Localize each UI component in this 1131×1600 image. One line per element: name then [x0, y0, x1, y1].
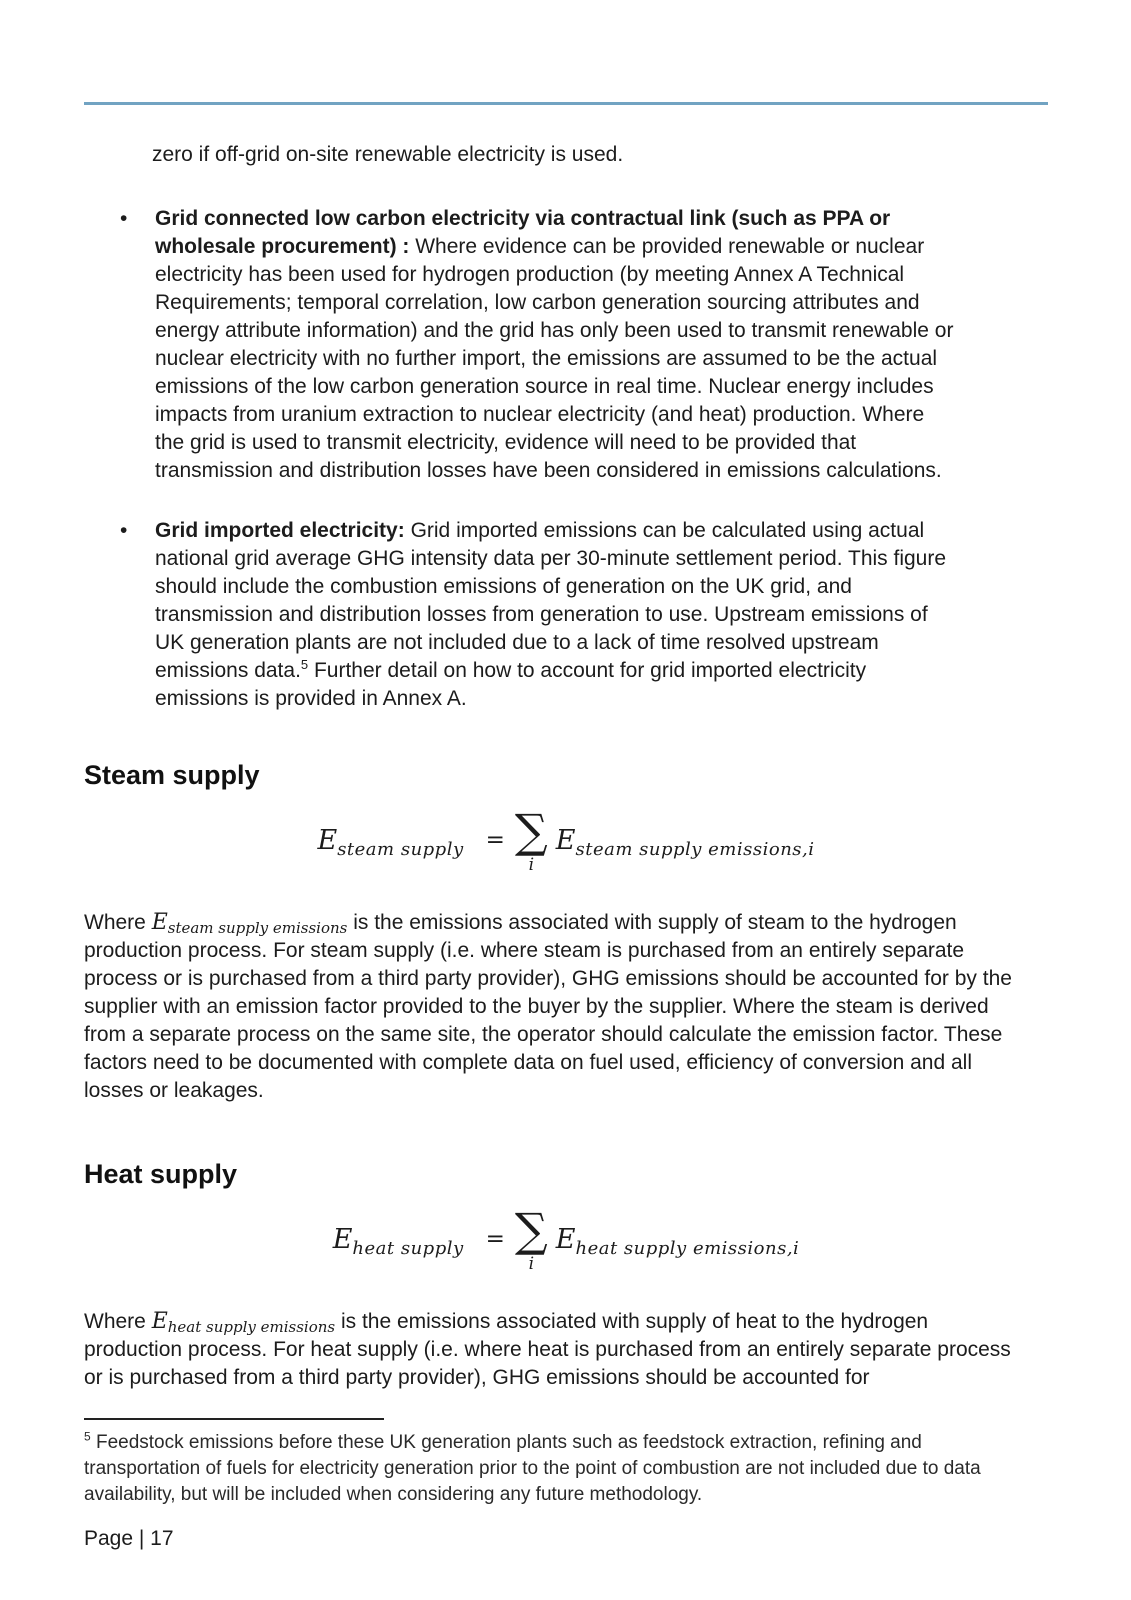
formula-rhs-base: $E_{heat supply emissions,i}$: [555, 1223, 800, 1259]
steam-supply-paragraph: [84, 909, 1048, 1105]
bullet-list: [84, 205, 1048, 713]
summation-icon: ∑: [514, 804, 548, 858]
formula-rhs-subscript: heat supply emissions,i: [575, 1237, 800, 1259]
bullet-body-text: Grid imported emissions can be calculated using actual national grid average GHG intensity data per 30-minute settlement period. This figure should include the combustion emissions of generation on the UK grid, and transmission and distribution losses from generation to use. Upstream emissions of UK generation plants are not included due to a lack of time resolved upstream emissions data.: [155, 519, 947, 682]
equals-sign: =: [485, 827, 505, 853]
formula-rhs-subscript: steam supply emissions,i: [575, 838, 815, 860]
formula-lhs-subscript: steam supply: [337, 838, 464, 860]
paragraph-text: Where: [84, 911, 152, 934]
inline-math-subscript: heat supply emissions: [167, 1318, 336, 1336]
summation-block: [514, 1203, 548, 1274]
formula-lhs-base: $E_{steam supply}$: [317, 824, 464, 860]
summation-index: i: [528, 855, 535, 875]
summation-block: [514, 804, 548, 875]
formula-heat-supply: [84, 1196, 1048, 1282]
section-heading-steam-supply: Steam supply: [84, 760, 260, 790]
equals-sign: =: [485, 1226, 505, 1252]
page-number: Page | 17: [84, 1527, 174, 1550]
paragraph-text: Where: [84, 1310, 152, 1333]
intro-paragraph: zero if off-grid on-site renewable electricity is used.: [152, 143, 624, 166]
footnote-marker: 5: [84, 1429, 91, 1444]
formula-steam-supply: [84, 797, 1048, 883]
bullet-lead-bold: Grid imported electricity:: [155, 519, 405, 542]
inline-math-heat: $E_{heat supply emissions}$: [151, 1309, 336, 1336]
formula-lhs-subscript: heat supply: [352, 1237, 464, 1259]
footnote-reference: 5: [300, 657, 309, 672]
formula-rhs-base: $E_{steam supply emissions,i}$: [555, 824, 815, 860]
inline-math-subscript: steam supply emissions: [167, 919, 348, 937]
bullet-body-text-after-ref: Further detail on how to account for grid imported electricity emissions is provided in Annex A.: [155, 659, 867, 710]
heat-supply-paragraph: [84, 1308, 1048, 1392]
footnote-text: Feedstock emissions before these UK generation plants such as feedstock extraction, refining and transportation of fuels for electricity generation prior to the point of combustion are not included due to data availability, but will be included when considering any future methodology.: [84, 1432, 981, 1505]
bullet-lead-bold: Grid connected low carbon electricity via contractual link (such as PPA or wholesale procurement) :: [155, 207, 891, 258]
header-rule: [84, 102, 1048, 105]
summation-index: i: [528, 1254, 535, 1274]
summation-icon: ∑: [514, 1203, 548, 1257]
inline-math-steam: $E_{steam supply emissions}$: [151, 910, 348, 937]
bullet-item-grid-imported: [84, 517, 1048, 713]
bullet-icon: •: [120, 519, 128, 542]
footnote: [84, 1430, 1048, 1508]
paragraph-text: is the emissions associated with supply of steam to the hydrogen production process. For steam supply (i.e. where steam is purchased from an entirely separate process or is purchased from a third party provider), GHG emissions should be accounted for by the supplier with an emission factor provided to the buyer by the supplier. Where the steam is derived from a separate process on the same site, the operator should calculate the emission factor. These factors need to be documented with complete data on fuel used, efficiency of conversion and all losses or leakages.: [84, 911, 1012, 1102]
formula-lhs-base: $E_{heat supply}$: [332, 1223, 464, 1259]
bullet-body-text: Where evidence can be provided renewable or nuclear electricity has been used for hydrogen production (by meeting Annex A Technical Requirements; temporal correlation, low carbon generation sourcing attributes and energy attribute information) and the grid has only been used to transmit renewable or nuclear electricity with no further import, the emissions are assumed to be the actual emissions of the low carbon generation source in real time. Nuclear energy includes impacts from uranium extraction to nuclear electricity (and heat) production. Where the grid is used to transmit electricity, evidence will need to be provided that transmission and distribution losses have been considered in emissions calculations.: [155, 235, 954, 482]
page-content: [84, 0, 1048, 1551]
footnote-separator: [84, 1418, 384, 1420]
bullet-icon: •: [120, 207, 128, 230]
paragraph-text: is the emissions associated with supply of heat to the hydrogen production process. For heat supply (i.e. where heat is purchased from an entirely separate process or is purchased from a third party provider), GHG emissions should be accounted for: [84, 1310, 1011, 1389]
bullet-item-grid-connected: [84, 205, 1048, 485]
section-heading-heat-supply: Heat supply: [84, 1159, 238, 1189]
